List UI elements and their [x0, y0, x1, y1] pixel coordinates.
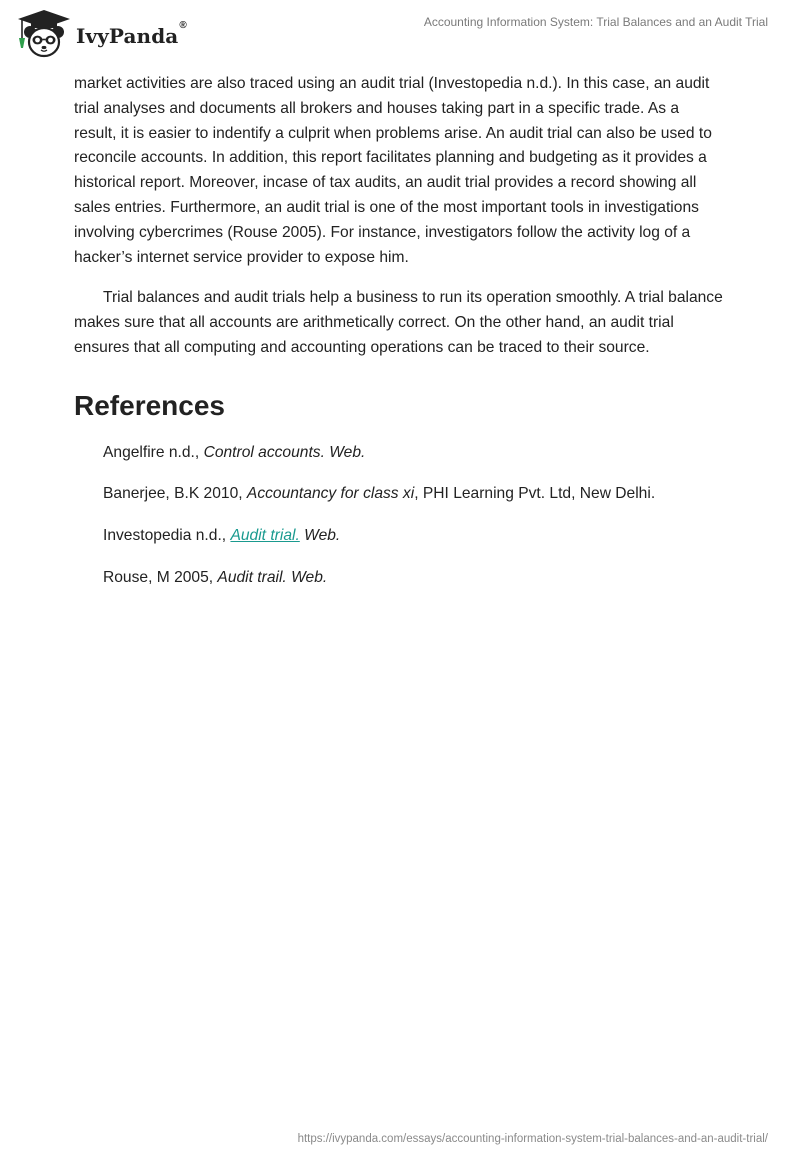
- running-title: Accounting Information System: Trial Balances and an Audit Trial: [423, 15, 768, 29]
- reference-item-banerjee: Banerjee, B.K 2010, Accountancy for class xi, PHI Learning Pvt. Ltd, New Delhi.: [103, 485, 656, 503]
- body-paragraph: market activities are also traced using an audit trial (Investopedia n.d.). In this case, an audit trial analyses and documents all brokers and houses taking part in a specific trade. As a result, it is easier to indentify a culprit when problems arise. An audit trial can also be used to reconcile accounts. In addition, this report facilitates planning and budgeting as it provides a historical report. Moreover, incase of tax audits, an audit trial provides a record showing all sales entries. Furthermore, an audit trial is one of the most important tools in investigations involving cybercrimes (Rouse 2005). For instance, investigators follow the activity log of a hacker’s internet service provider to expose him.: [74, 75, 712, 266]
- essay-content: [74, 72, 724, 608]
- reference-list: [74, 442, 724, 589]
- body-paragraph: Trial balances and audit trials help a business to run its operation smoothly. A trial balance makes sure that all accounts are arithmetically correct. On the other hand, an audit trial ensures that all computing and accounting operations can be traced to their source.: [74, 289, 723, 356]
- ivypanda-logo[interactable]: [14, 8, 187, 60]
- panda-graduate-icon: [14, 8, 74, 60]
- registered-mark: ®: [179, 20, 187, 31]
- reference-item-rouse: Rouse, M 2005, Audit trail. Web.: [103, 568, 328, 586]
- audit-trial-link[interactable]: Audit trial.: [230, 526, 300, 544]
- reference-item-investopedia: Investopedia n.d., Audit trial. Web.: [103, 526, 341, 544]
- references-heading: References: [74, 389, 225, 421]
- reference-item-angelfire: Angelfire n.d., Control accounts. Web.: [103, 443, 366, 461]
- footer-source-url[interactable]: https://ivypanda.com/essays/accounting-information-system-trial-balances-and-an-audit-trial/: [297, 1133, 768, 1145]
- page-header: [0, 0, 800, 70]
- logo-wordmark: IvyPanda®: [76, 20, 187, 48]
